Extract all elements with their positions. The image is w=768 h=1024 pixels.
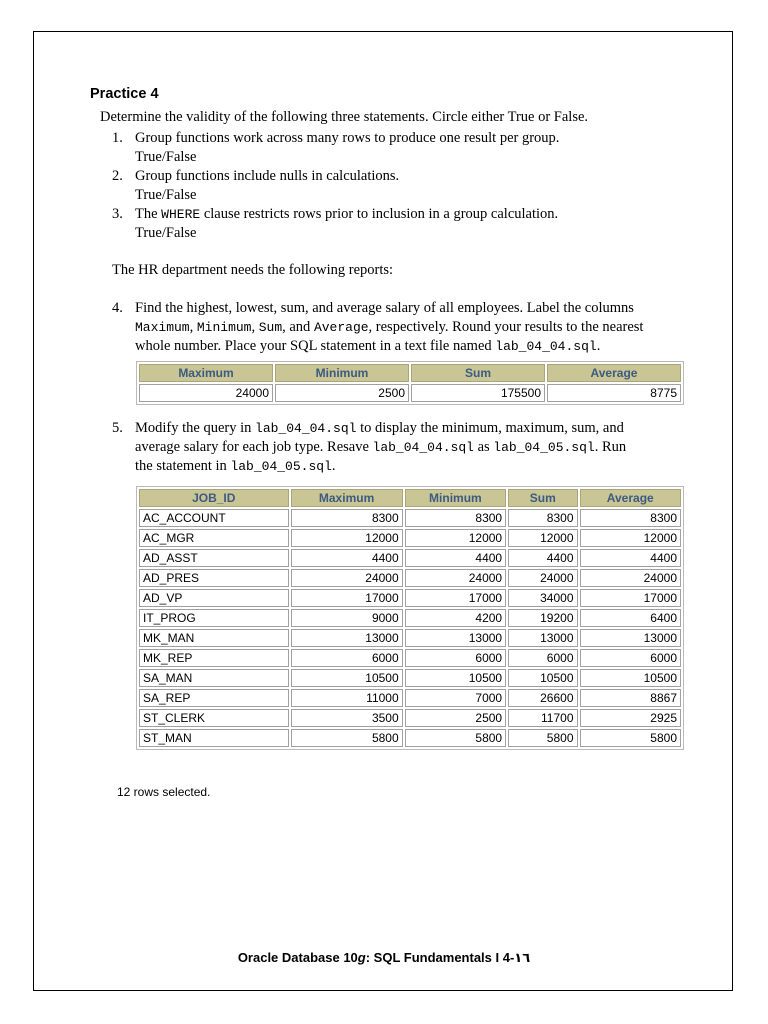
table-cell: 8867 bbox=[580, 689, 682, 707]
text-segment: the statement in bbox=[135, 458, 231, 474]
table-cell: 10500 bbox=[291, 669, 403, 687]
table-cell: 12000 bbox=[291, 529, 403, 547]
table-row bbox=[139, 689, 681, 707]
table-cell: 6000 bbox=[405, 649, 506, 667]
table-cell: 6400 bbox=[580, 609, 682, 627]
statement-answer: True/False bbox=[135, 149, 197, 165]
table-row bbox=[139, 609, 681, 627]
job-id-cell: AC_MGR bbox=[139, 529, 289, 547]
table-cell: 12000 bbox=[405, 529, 506, 547]
table-cell: 12000 bbox=[508, 529, 577, 547]
table-row bbox=[139, 529, 681, 547]
table-row bbox=[139, 509, 681, 527]
table-cell: 8300 bbox=[508, 509, 577, 527]
statement-answer: True/False bbox=[135, 187, 197, 203]
text-segment: clause restricts rows prior to inclusion in a group calculation. bbox=[200, 206, 559, 222]
table-cell: 13000 bbox=[405, 629, 506, 647]
code-segment: lab_04_05.sql bbox=[230, 459, 332, 474]
column-header: JOB_ID bbox=[139, 489, 289, 507]
statement-number: 2. bbox=[112, 168, 123, 184]
table-cell: 6000 bbox=[580, 649, 682, 667]
table-cell: 17000 bbox=[405, 589, 506, 607]
table-cell: 8300 bbox=[405, 509, 506, 527]
statement-number: 3. bbox=[112, 206, 123, 222]
job-id-cell: IT_PROG bbox=[139, 609, 289, 627]
question-4 bbox=[112, 299, 732, 359]
text-segment: average salary for each job type. Resave bbox=[135, 439, 373, 455]
page-title: Practice 4 bbox=[90, 86, 159, 102]
table-row bbox=[139, 649, 681, 667]
job-id-cell: AC_ACCOUNT bbox=[139, 509, 289, 527]
text-segment: , bbox=[251, 319, 259, 335]
table-cell: 8775 bbox=[547, 384, 681, 402]
footer-italic: g bbox=[357, 950, 366, 965]
text-segment: . bbox=[596, 338, 601, 354]
table-cell: 8300 bbox=[291, 509, 403, 527]
table-body bbox=[139, 509, 681, 747]
table-row bbox=[139, 629, 681, 647]
table-header-row bbox=[139, 489, 681, 507]
column-header: Average bbox=[547, 364, 681, 382]
table-cell: 34000 bbox=[508, 589, 577, 607]
job-id-cell: AD_ASST bbox=[139, 549, 289, 567]
question-line bbox=[135, 318, 643, 337]
table-cell: 2500 bbox=[275, 384, 409, 402]
column-header: Sum bbox=[411, 364, 545, 382]
question-line bbox=[135, 438, 626, 457]
table-cell: 5800 bbox=[508, 729, 577, 747]
question-line bbox=[135, 457, 335, 476]
text-segment: . Run bbox=[594, 439, 627, 455]
code-segment: lab_04_05.sql bbox=[493, 440, 595, 455]
code-segment: lab_04_04.sql bbox=[255, 421, 357, 436]
table-cell: 4400 bbox=[405, 549, 506, 567]
job-id-cell: ST_MAN bbox=[139, 729, 289, 747]
summary-table bbox=[136, 361, 684, 405]
text-segment: , bbox=[189, 319, 197, 335]
code-segment: lab_04_04.sql bbox=[495, 339, 597, 354]
text-segment: as bbox=[473, 439, 494, 455]
column-header: Minimum bbox=[275, 364, 409, 382]
question-line: Find the highest, lowest, sum, and average salary of all employees. Label the columns bbox=[135, 300, 634, 316]
table-cell: 7000 bbox=[405, 689, 506, 707]
code-segment: Average bbox=[313, 320, 369, 335]
table-row bbox=[139, 589, 681, 607]
text-segment: , and bbox=[282, 319, 314, 335]
table-cell: 24000 bbox=[580, 569, 682, 587]
column-header: Average bbox=[580, 489, 682, 507]
table-cell: 13000 bbox=[508, 629, 577, 647]
statement-text bbox=[135, 205, 558, 224]
table-cell: 17000 bbox=[580, 589, 682, 607]
intro-text: Determine the validity of the following three statements. Circle either True or False. bbox=[100, 109, 589, 125]
table-cell: 24000 bbox=[139, 384, 273, 402]
column-header: Sum bbox=[508, 489, 577, 507]
question-number: 4. bbox=[112, 300, 123, 316]
table-cell: 17000 bbox=[291, 589, 403, 607]
question-line bbox=[135, 337, 600, 356]
job-id-cell: SA_MAN bbox=[139, 669, 289, 687]
text-segment: whole number. Place your SQL statement in a text file named bbox=[135, 338, 496, 354]
table-cell: 4200 bbox=[405, 609, 506, 627]
table-row bbox=[139, 384, 681, 402]
table-cell: 26600 bbox=[508, 689, 577, 707]
statement-answer: True/False bbox=[135, 225, 197, 241]
rows-selected-text: 12 rows selected. bbox=[117, 785, 211, 799]
job-id-cell: ST_CLERK bbox=[139, 709, 289, 727]
statement-2 bbox=[112, 167, 712, 207]
table-cell: 19200 bbox=[508, 609, 577, 627]
footer-text: : SQL Fundamentals I 4-١٦ bbox=[365, 950, 531, 965]
table-cell: 3500 bbox=[291, 709, 403, 727]
statement-text: Group functions work across many rows to produce one result per group. bbox=[135, 130, 560, 146]
column-header: Maximum bbox=[139, 364, 273, 382]
table-cell: 13000 bbox=[291, 629, 403, 647]
job-id-cell: AD_PRES bbox=[139, 569, 289, 587]
table-cell: 5800 bbox=[580, 729, 682, 747]
table-row bbox=[139, 709, 681, 727]
document-page bbox=[33, 31, 733, 991]
code-segment: lab_04_04.sql bbox=[372, 440, 474, 455]
job-salary-table bbox=[136, 486, 684, 750]
table-cell: 13000 bbox=[580, 629, 682, 647]
table-cell: 10500 bbox=[580, 669, 682, 687]
code-segment: WHERE bbox=[161, 207, 201, 222]
job-id-cell: MK_REP bbox=[139, 649, 289, 667]
job-id-cell: SA_REP bbox=[139, 689, 289, 707]
code-segment: Minimum bbox=[196, 320, 252, 335]
text-segment: . bbox=[331, 458, 336, 474]
table-cell: 2925 bbox=[580, 709, 682, 727]
table-cell: 4400 bbox=[580, 549, 682, 567]
statement-number: 1. bbox=[112, 130, 123, 146]
text-segment: The bbox=[135, 206, 162, 222]
text-segment: to display the minimum, maximum, sum, and bbox=[356, 420, 624, 436]
statement-3 bbox=[112, 205, 712, 245]
table-cell: 175500 bbox=[411, 384, 545, 402]
question-number: 5. bbox=[112, 420, 123, 436]
table-cell: 6000 bbox=[508, 649, 577, 667]
table-cell: 6000 bbox=[291, 649, 403, 667]
table-cell: 2500 bbox=[405, 709, 506, 727]
table-row bbox=[139, 569, 681, 587]
table-cell: 8300 bbox=[580, 509, 682, 527]
job-id-cell: MK_MAN bbox=[139, 629, 289, 647]
job-id-cell: AD_VP bbox=[139, 589, 289, 607]
table-header-row bbox=[139, 364, 681, 382]
text-segment: , respectively. Round your results to the nearest bbox=[368, 319, 644, 335]
text-segment: Modify the query in bbox=[135, 420, 256, 436]
table-cell: 24000 bbox=[291, 569, 403, 587]
table-cell: 10500 bbox=[405, 669, 506, 687]
code-segment: Maximum bbox=[135, 320, 190, 335]
column-header: Minimum bbox=[405, 489, 506, 507]
code-segment: Sum bbox=[258, 320, 283, 335]
footer-text: Oracle Database 10 bbox=[237, 950, 358, 965]
statement-1 bbox=[112, 129, 712, 169]
table-cell: 4400 bbox=[508, 549, 577, 567]
table-cell: 5800 bbox=[405, 729, 506, 747]
table-row bbox=[139, 669, 681, 687]
statement-text: Group functions include nulls in calculations. bbox=[135, 168, 400, 184]
hr-intro: The HR department needs the following reports: bbox=[112, 262, 394, 278]
table-row bbox=[139, 549, 681, 567]
table-cell: 5800 bbox=[291, 729, 403, 747]
table-cell: 24000 bbox=[508, 569, 577, 587]
table-cell: 10500 bbox=[508, 669, 577, 687]
column-header: Maximum bbox=[291, 489, 403, 507]
page-footer bbox=[34, 950, 734, 966]
table-cell: 9000 bbox=[291, 609, 403, 627]
table-cell: 11000 bbox=[291, 689, 403, 707]
table-cell: 24000 bbox=[405, 569, 506, 587]
table-cell: 4400 bbox=[291, 549, 403, 567]
table-row bbox=[139, 729, 681, 747]
table-cell: 11700 bbox=[508, 709, 577, 727]
question-line bbox=[135, 419, 624, 438]
table-cell: 12000 bbox=[580, 529, 682, 547]
question-5 bbox=[112, 419, 732, 479]
